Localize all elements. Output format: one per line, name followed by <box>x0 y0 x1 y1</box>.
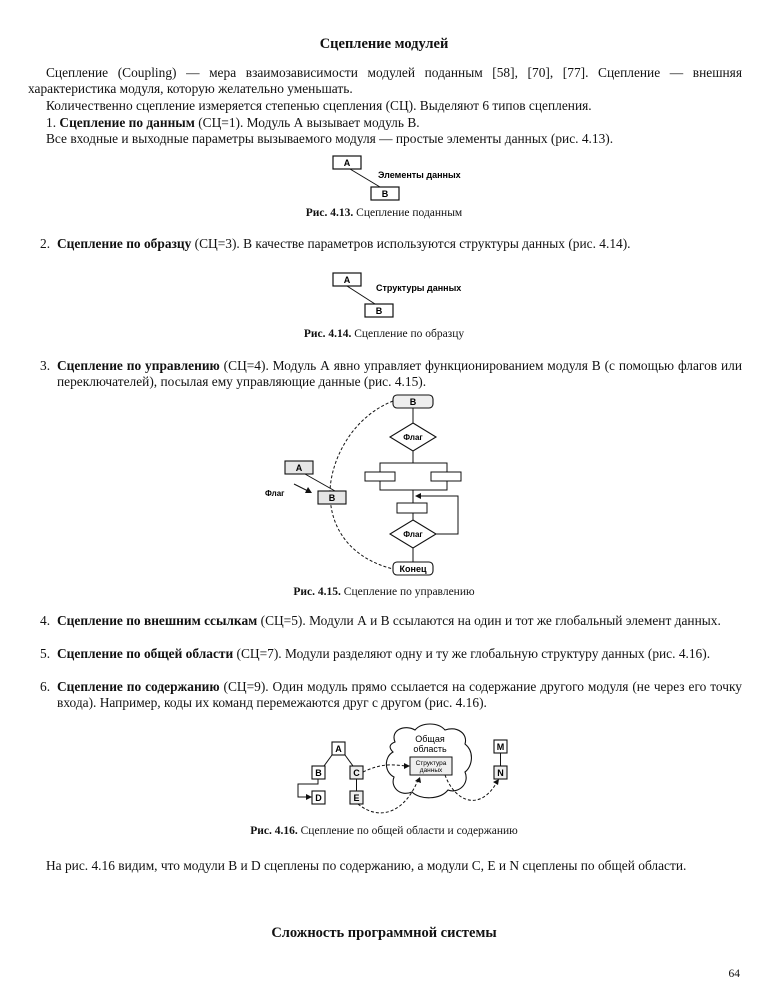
next-section-heading: Сложность программной системы <box>271 925 497 941</box>
item-number: 2. <box>40 236 51 251</box>
caption-text: Сцепление по образцу <box>351 328 465 340</box>
figure-4-14-caption <box>0 326 768 342</box>
figure-4-13 <box>330 153 480 203</box>
item-number: 3. <box>40 358 51 373</box>
list-item-5 <box>40 646 742 662</box>
figure-4-14 <box>330 270 480 320</box>
cloud-label-1: Общая <box>415 734 445 744</box>
page-number: 64 <box>728 968 740 980</box>
figure-4-16 <box>290 722 520 822</box>
flag-decision-2: Флаг <box>403 530 423 539</box>
module-n: N <box>497 768 504 778</box>
module-d: D <box>315 793 322 803</box>
intro-paragraph-2: Количественно сцепление измеряется степенью сцепления (СЦ). Выделяют 6 типов сцепления. <box>46 98 592 113</box>
struct-label-1: Структура <box>415 760 447 767</box>
list-item-1 <box>28 115 742 131</box>
caption-text: Сцепление по общей области и содержанию <box>297 825 518 837</box>
item-number: 5. <box>40 646 51 661</box>
flag-label: Флаг <box>265 489 285 498</box>
intro-paragraph: Сцепление (Coupling) — мера взаимозависимости модулей поданным [58], [70], [77]. Сцепление — внешняя характеристика модуля, которую желательно уменьшать. <box>28 65 742 96</box>
figure-4-15-caption <box>0 584 768 600</box>
data-elements-label: Элементы данных <box>378 170 461 180</box>
start-terminal: B <box>409 397 417 407</box>
item-term: Сцепление по общей области <box>57 646 234 661</box>
list-item-4 <box>40 613 742 629</box>
item-number: 1. <box>46 115 57 130</box>
figure-4-13-caption <box>0 205 768 221</box>
list-item-3 <box>40 358 742 390</box>
item-text: (СЦ=5). Модули А и В ссылаются на один и тот же глобальный элемент данных. <box>257 613 721 628</box>
box-b: B <box>375 306 383 316</box>
module-e: E <box>353 793 360 803</box>
module-c: C <box>353 768 360 778</box>
flag-decision-1: Флаг <box>403 433 423 442</box>
item-text: (СЦ=9). Один модуль прямо ссылается на содержание другого модуля (не через его точку входа). Например, коды их команд перемежаются друг с другом (рис. 4.16). <box>57 679 742 710</box>
item-term: Сцепление по управлению <box>57 358 220 373</box>
item-text: (СЦ=4). Модуль А явно управляет функционированием модуля В (с помощью флагов или переключателей), посылая ему управляющие данные (рис. 4.15). <box>57 358 742 389</box>
figure-4-15 <box>250 393 480 578</box>
item-term: Сцепление по данным <box>59 115 195 130</box>
module-b: B <box>315 768 322 778</box>
item-text: (СЦ=3). В качестве параметров используются структуры данных (рис. 4.14). <box>191 236 631 251</box>
item-text: (СЦ=7). Модули разделяют одну и ту же глобальную структуру данных (рис. 4.16). <box>233 646 711 661</box>
struct-label-2: данных <box>419 767 443 774</box>
list-item-6 <box>40 679 742 711</box>
module-m: M <box>496 742 505 752</box>
conclusion-paragraph: На рис. 4.16 видим, что модули B и D сцеплены по содержанию, а модули C, E и N сцеплены по общей области. <box>46 858 687 873</box>
box-a: A <box>343 275 351 285</box>
module-a: A <box>295 463 303 473</box>
list-item-2 <box>40 236 742 252</box>
item-number: 6. <box>40 679 51 694</box>
caption-number: Рис. 4.13. <box>305 207 354 219</box>
module-a: A <box>335 744 342 754</box>
item-term: Сцепление по образцу <box>57 236 192 251</box>
end-terminal: Конец <box>399 564 427 574</box>
section-title: Сцепление модулей <box>319 36 449 52</box>
item-term: Сцепление по содержанию <box>57 679 220 694</box>
caption-number: Рис. 4.14. <box>303 328 352 340</box>
figure-4-16-caption <box>0 823 768 839</box>
box-b: B <box>381 189 389 199</box>
box-a: A <box>343 158 351 168</box>
item-text: (СЦ=1). Модуль А вызывает модуль В. <box>194 115 420 130</box>
caption-text: Сцепление поданным <box>353 207 463 219</box>
caption-number: Рис. 4.15. <box>293 586 341 598</box>
module-b: B <box>328 493 336 503</box>
caption-number: Рис. 4.16. <box>250 825 298 837</box>
item-1-note: Все входные и выходные параметры вызываемого модуля — простые элементы данных (рис. 4.13). <box>46 131 614 146</box>
item-term: Сцепление по внешним ссылкам <box>57 613 258 628</box>
caption-text: Сцепление по управлению <box>340 586 475 598</box>
item-number: 4. <box>40 613 51 628</box>
cloud-label-2: область <box>413 744 447 754</box>
data-structures-label: Структуры данных <box>376 283 462 293</box>
